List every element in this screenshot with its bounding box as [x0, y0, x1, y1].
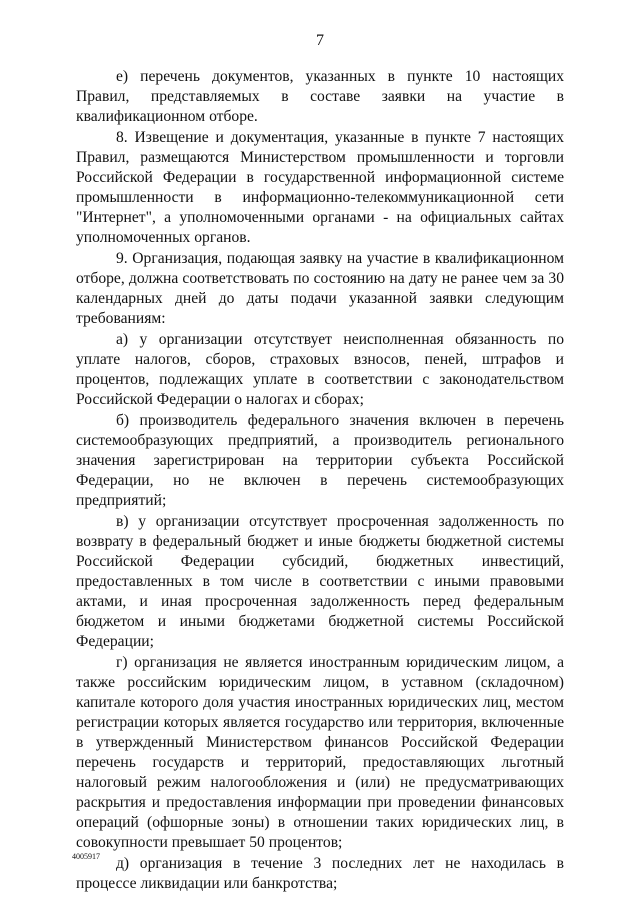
document-body	[76, 67, 564, 895]
paragraph-item-g: г) организация не является иностранным юридическим лицом, а также российским юридическим лицом, в уставном (складочном) капитале которого доля участия иностранных юридических лиц, местом регистрации которых является государство или территория, включенные в утвержденный Министерством финансов Российской Федерации перечень государств и территорий, предоставляющих льготный налоговый режим налогообложения и (или) не предусматривающих раскрытия и предоставления информации при проведении финансовых операций (офшорные зоны) в отношении таких юридических лиц, в совокупности превышает 50 процентов;	[76, 654, 564, 851]
paragraph-item-b: б) производитель федерального значения включен в перечень системообразующих предприятий, а производитель регионального значения зарегистрирован на территории субъекта Российской Федерации, но не включен в перечень системообразующих предприятий;	[76, 412, 564, 509]
paragraph-item-d: д) организация в течение 3 последних лет не находилась в процессе ликвидации или банкротства;	[76, 855, 564, 892]
page-number: 7	[316, 32, 324, 49]
paragraph-point-8: 8. Извещение и документация, указанные в пункте 7 настоящих Правил, размещаются Министерством промышленности и торговли Российской Федерации в государственной информационной системе промышленности в информационно-телекоммуникационной сети "Интернет", а уполномоченными органами - на официальных сайтах уполномоченных органов.	[76, 129, 564, 246]
paragraph-item-a: а) у организации отсутствует неисполненная обязанность по уплате налогов, сборов, страховых взносов, пеней, штрафов и процентов, подлежащих уплате в соответствии с законодательством Российской Федерации о налогах и сборах;	[76, 331, 564, 408]
paragraph-item-e: е) перечень документов, указанных в пункте 10 настоящих Правил, представляемых в составе заявки на участие в квалификационном отборе.	[76, 68, 564, 125]
paragraph-item-v: в) у организации отсутствует просроченная задолженность по возврату в федеральный бюджет и иные бюджеты бюджетной системы Российской Федерации субсидий, бюджетных инвестиций, предоставленных в том числе в соответствии с иными правовыми актами, и иная просроченная задолженность перед федеральным бюджетом и иными бюджетами бюджетной системы Российской Федерации;	[76, 513, 564, 650]
document-code: 4005917	[72, 852, 100, 861]
paragraph-point-9: 9. Организация, подающая заявку на участие в квалификационном отборе, должна соответствовать по состоянию на дату не ранее чем за 30 календарных дней до даты подачи указанной заявки следующим требованиям:	[76, 250, 564, 327]
